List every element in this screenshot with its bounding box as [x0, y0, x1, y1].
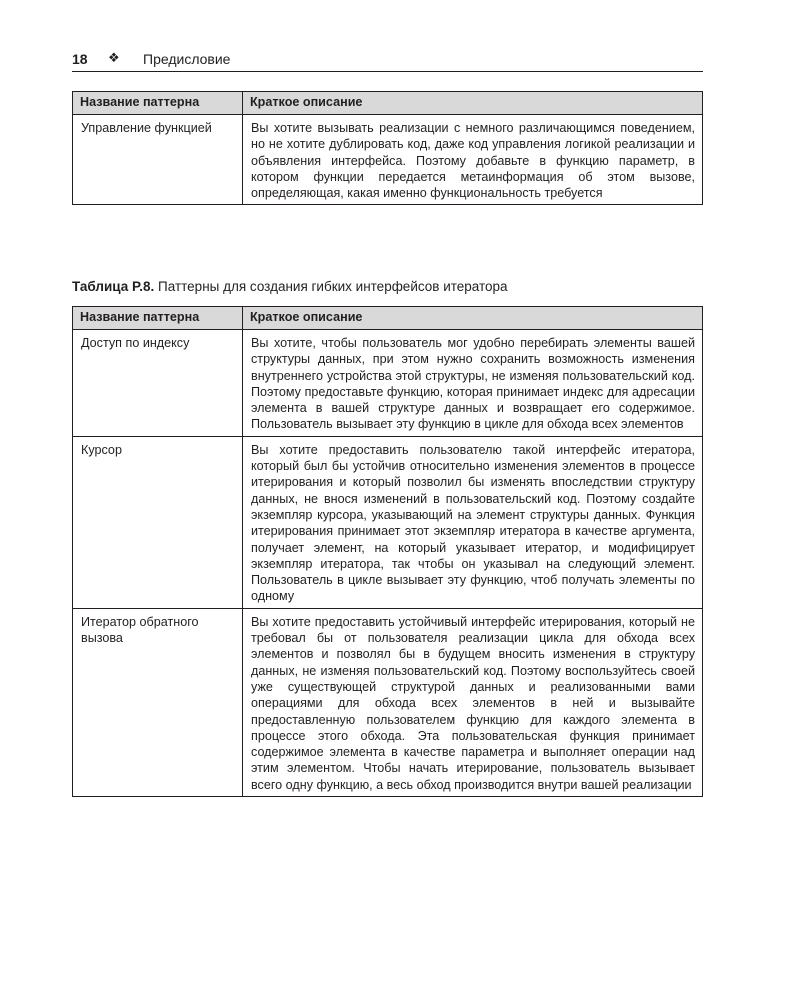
table-header-row	[73, 92, 703, 115]
table-header-row	[73, 307, 703, 330]
section-title: Предисловие	[143, 51, 231, 67]
pattern-name: Доступ по индексу	[73, 330, 243, 437]
pattern-name: Управление функцией	[73, 115, 243, 205]
column-header-description: Краткое описание	[243, 92, 703, 115]
pattern-description: Вы хотите вызывать реализации с немного различающимся поведением, но не хотите дублировать код, даже код управления логикой реализации и объявления интерфейса. Поэтому добавьте в функцию параметр, в котором функции передается метаинформация об этом вызове, определяющая, какая именно функциональность требуется	[243, 115, 703, 205]
running-head	[72, 49, 703, 72]
table-caption	[72, 279, 508, 294]
table-iterator-patterns	[72, 306, 703, 797]
column-header-name: Название паттерна	[73, 307, 243, 330]
table-row	[73, 436, 703, 608]
table-row	[73, 608, 703, 796]
pattern-name: Итератор обратного вызова	[73, 608, 243, 796]
pattern-name: Курсор	[73, 436, 243, 608]
column-header-description: Краткое описание	[243, 307, 703, 330]
table-row	[73, 330, 703, 437]
column-header-name: Название паттерна	[73, 92, 243, 115]
table-row	[73, 115, 703, 205]
pattern-description: Вы хотите, чтобы пользователь мог удобно перебирать элементы вашей структуры данных, при этом нужно сохранить возможность изменения внутреннего устройства этой структуры, не изменяя пользовательский код. Поэтому предоставьте функцию, которая принимает индекс для адресации элемента в вашей структуре данных и возвращает его содержимое. Пользователь вызывает эту функцию в цикле для обхода всех элементов	[243, 330, 703, 437]
caption-label: Таблица P.8.	[72, 279, 155, 294]
pattern-description: Вы хотите предоставить устойчивый интерфейс итерирования, который не требовал бы от пользователя реализации цикла для обхода всех элементов и позволял бы в будущем вносить изменения в структуру данных, не изменяя пользовательский код. Поэтому воспользуйтесь своей уже существующей структурой данных и реализованными вами операциями для обхода всех элементов в ней и вызывайте предоставленную пользователем функцию для каждого элемента в процессе этого обхода. Эта пользовательская функция принимает содержимое элемента в качестве параметра и выполняет операции над этим элементом. Чтобы начать итерирование, пользователь вызывает всего одну функцию, а весь обход производится внутри вашей реализации	[243, 608, 703, 796]
pattern-description: Вы хотите предоставить пользователю такой интерфейс итератора, который был бы устойчив относительно изменения элементов в процессе итерирования и который позволил бы изменять впоследствии структуру данных, не внося изменений в пользовательский код. Поэтому создайте экземпляр курсора, указывающий на элемент структуры данных. Функция итерирования принимает этот экземпляр итератора в качестве аргумента, получает элемент, на который указывает итератор, и модифицирует экземпляр итератора, так чтобы он указывал на следующий элемент. Пользователь в цикле вызывает эту функцию, чтоб получать элементы по одному	[243, 436, 703, 608]
caption-text: Паттерны для создания гибких интерфейсов итератора	[154, 279, 508, 294]
table-function-control	[72, 91, 703, 205]
ornament-icon: ❖	[108, 50, 120, 65]
page-number: 18	[72, 51, 88, 67]
